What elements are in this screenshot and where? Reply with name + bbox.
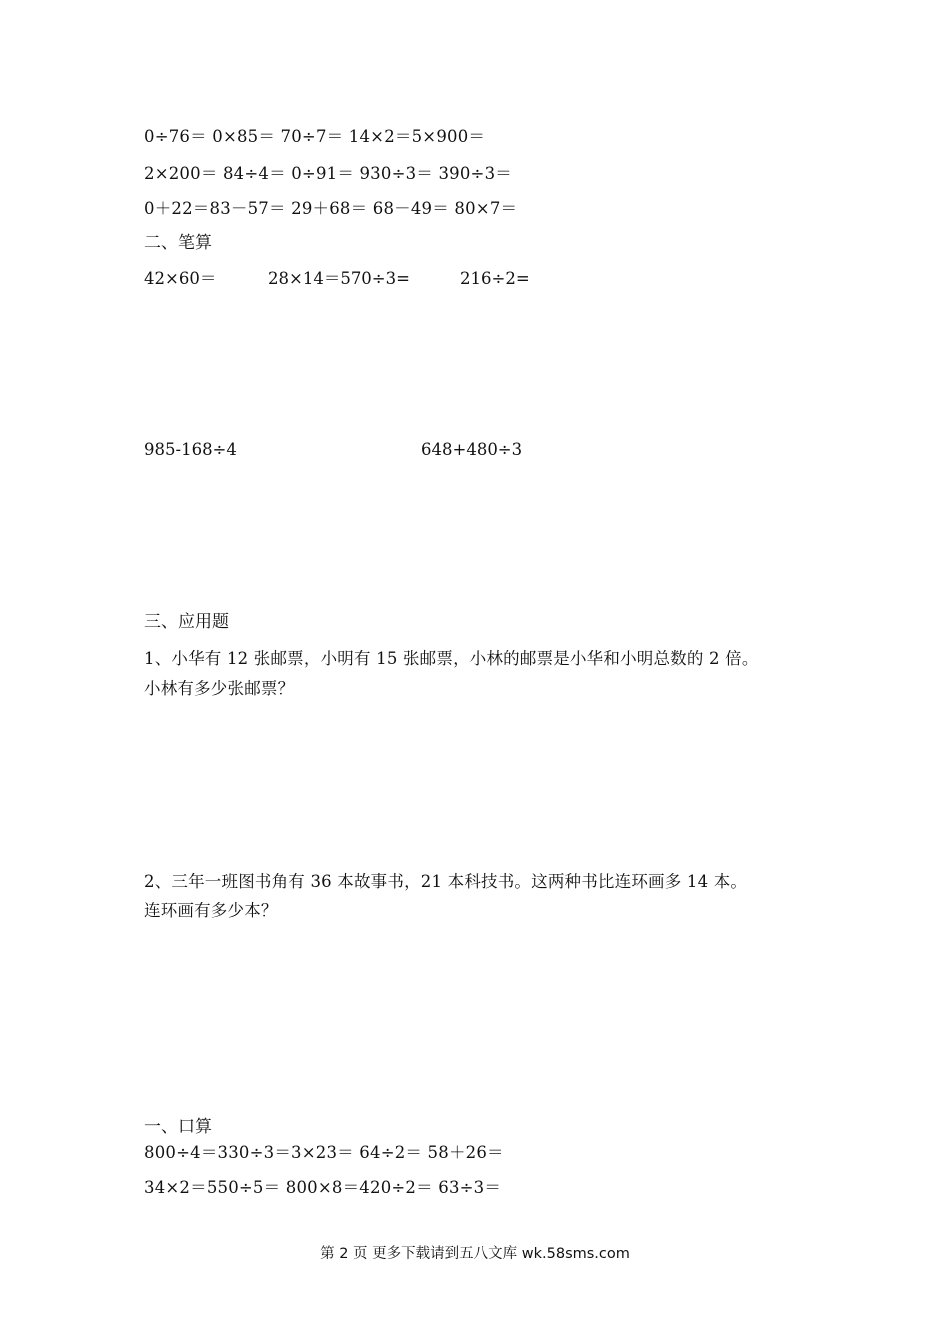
word-problem-1-line-1: 1、小华有 12 张邮票，小明有 15 张邮票，小林的邮票是小华和小明总数的 2 倍。 xyxy=(144,649,759,668)
oral-calc-heading: 一、口算 xyxy=(144,1117,212,1137)
written-calc-item-1: 42×60＝ xyxy=(144,269,217,288)
written-calc-item-5: 648+480÷3 xyxy=(421,440,523,459)
written-calc-item-4: 985-168÷4 xyxy=(144,440,237,459)
oral-calc-row-3: 0＋22＝83－57＝ 29＋68＝ 68－49＝ 80×7＝ xyxy=(144,199,518,218)
written-calc-item-2: 28×14＝570÷3= xyxy=(268,269,410,288)
word-problem-1-line-2: 小林有多少张邮票？ xyxy=(144,679,295,698)
word-problems-heading: 三、应用题 xyxy=(144,612,229,632)
oral-calc-row-2: 2×200＝ 84÷4＝ 0÷91＝ 930÷3＝ 390÷3＝ xyxy=(144,164,512,183)
oral-calc-bottom-row-2: 34×2＝550÷5＝ 800×8＝420÷2＝ 63÷3＝ xyxy=(144,1178,502,1197)
word-problem-2-line-1: 2、三年一班图书角有 36 本故事书，21 本科技书。这两种书比连环画多 14 本。 xyxy=(144,872,748,891)
oral-calc-row-1: 0÷76＝ 0×85＝ 70÷7＝ 14×2＝5×900＝ xyxy=(144,127,486,146)
word-problem-2-line-2: 连环画有多少本？ xyxy=(144,901,278,920)
written-calc-heading: 二、笔算 xyxy=(144,233,212,253)
written-calc-item-3: 216÷2= xyxy=(460,269,530,288)
oral-calc-bottom-row-1: 800÷4＝330÷3＝3×23＝ 64÷2＝ 58＋26＝ xyxy=(144,1143,504,1162)
page-footer: 第 2 页 更多下载请到五八文库 wk.58sms.com xyxy=(320,1246,630,1262)
